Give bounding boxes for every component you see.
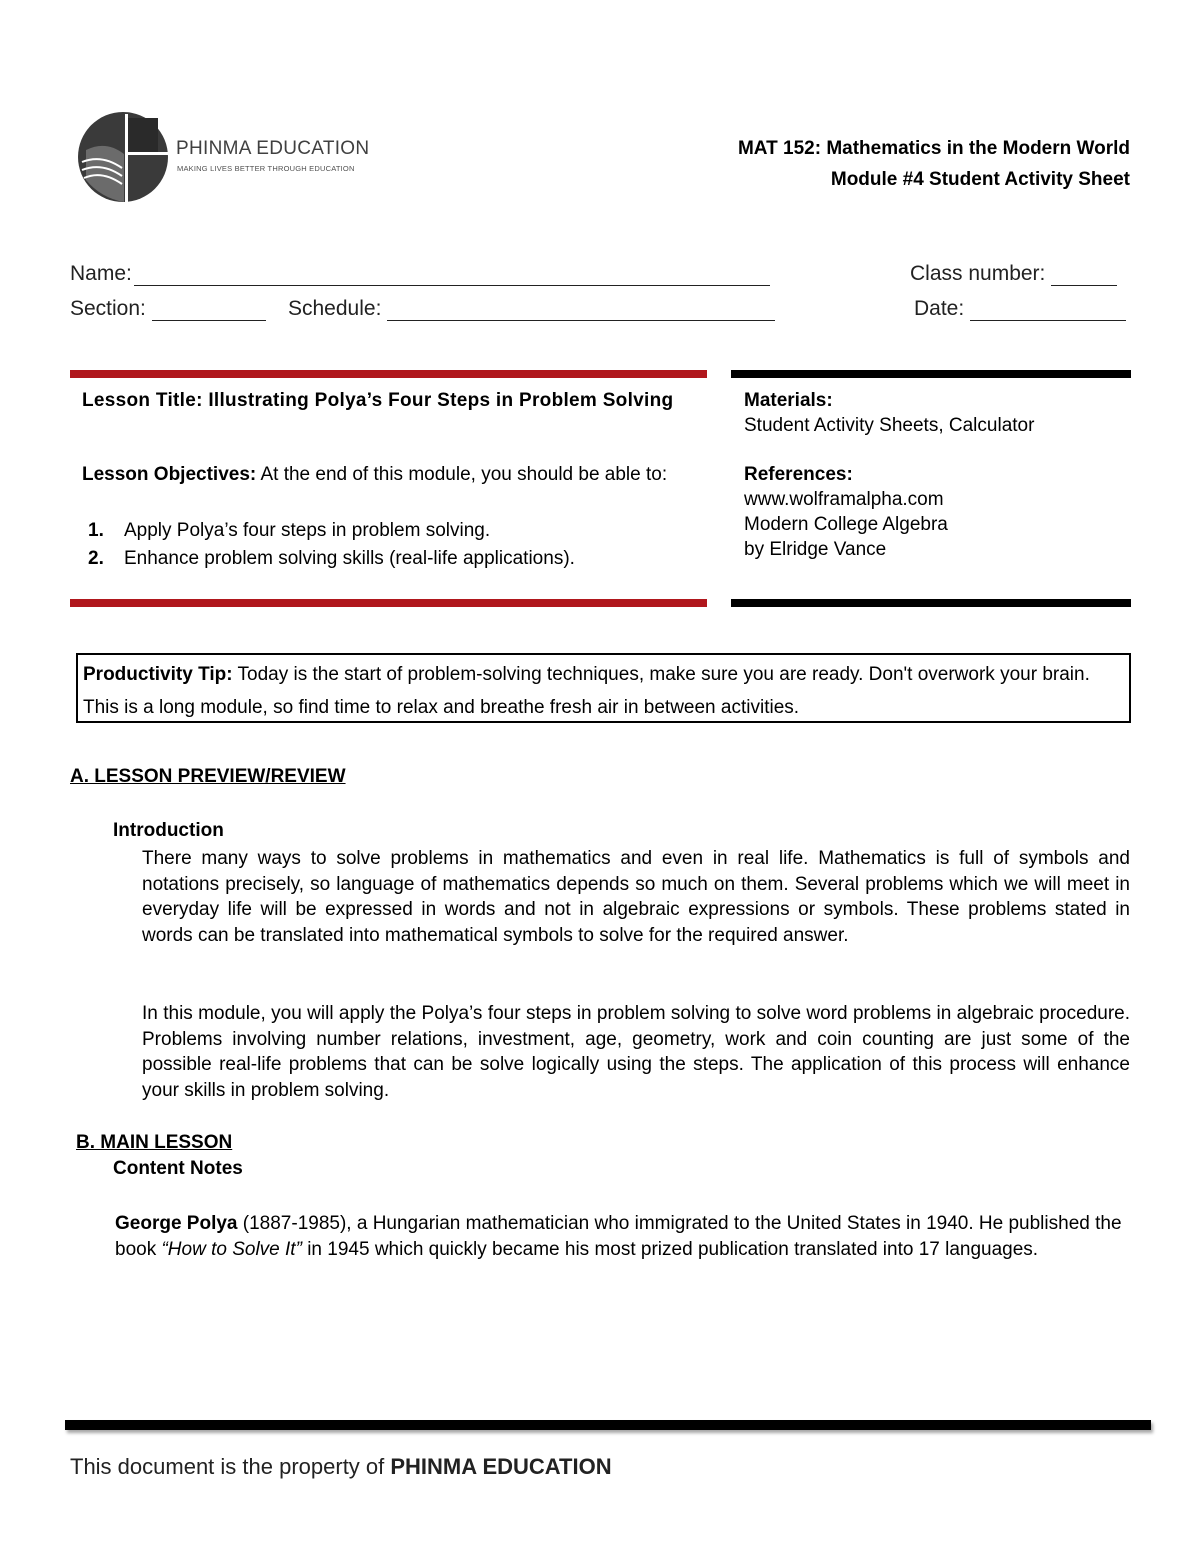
name-blank[interactable] [134,269,770,286]
references-label: References: [744,464,853,485]
schedule-label: Schedule: [288,297,382,320]
footer-divider [65,1420,1151,1430]
schedule-field[interactable] [288,297,775,321]
globe-logo-icon [76,110,172,205]
footer-property-text: This document is the property of [70,1454,391,1479]
polya-name: George Polya [115,1213,238,1234]
materials-box-top-bar [731,370,1131,378]
lesson-box-bottom-bar [70,599,707,607]
list-item [88,545,575,573]
lesson-objectives [82,462,692,487]
productivity-tip-box [76,653,1131,723]
lesson-title: Lesson Title: Illustrating Polya’s Four Steps in Problem Solving [82,390,674,411]
course-title: MAT 152: Mathematics in the Modern World [737,138,1130,159]
materials-value: Student Activity Sheets, Calculator [744,415,1035,436]
objectives-list [88,517,575,573]
schedule-blank[interactable] [387,304,775,321]
name-field[interactable] [70,262,770,286]
section-a-heading: A. LESSON PREVIEW/REVIEW [70,766,346,787]
book-title: “How to Solve It” [161,1238,302,1260]
logo-brand-text: PHINMA EDUCATION [176,138,370,159]
section-field[interactable] [70,297,266,321]
objective-text: Enhance problem solving skills (real-life applications). [124,548,575,569]
date-field[interactable] [914,297,1126,321]
introduction-paragraph-1: There many ways to solve problems in mathematics and even in real life. Mathematics is full of symbols and notations precisely, so language of mathematics depends so much on them. Several problems which we will meet in everyday life will be expressed in words and not in algebraic expressions or symbols. These problems stated in words can be translated into mathematical symbols to solve for the required answer. [142,848,1130,946]
tip-text: Today is the start of problem-solving techniques, make sure you are ready. Don't overwork your brain. This is a long module, so find time to relax and breathe fresh air in between activities. [83,664,1090,718]
objective-number: 2. [88,548,104,569]
class-number-label: Class number: [910,262,1046,285]
name-label: Name: [70,262,132,285]
footer-text [70,1454,612,1480]
section-blank[interactable] [152,304,266,321]
class-number-blank[interactable] [1051,269,1117,286]
lesson-box-top-bar [70,370,707,378]
introduction-heading: Introduction [113,820,224,841]
logo-tagline: MAKING LIVES BETTER THROUGH EDUCATION [177,164,355,173]
date-label: Date: [914,297,965,320]
polya-text-2: in 1945 which quickly became his most prized publication translated into 17 languages. [301,1238,1039,1260]
polya-paragraph [115,1211,1125,1262]
introduction-paragraph-2: In this module, you will apply the Polya’s four steps in problem solving to solve word problems in algebraic procedure. Problems involving number relations, investment, age, geometry, work and coin counting are just some of the possible real-life problems that can be solve logically using the steps. The application of this process will enhance your skills in problem solving. [142,1003,1130,1101]
class-number-field[interactable] [910,262,1117,286]
materials-label: Materials: [744,390,833,411]
references-block [744,462,948,562]
objectives-intro: At the end of this module, you should be able to: [256,464,668,485]
reference-item: Modern College Algebra [744,514,948,535]
objective-number: 1. [88,520,104,541]
module-title: Module #4 Student Activity Sheet [830,169,1130,190]
reference-item: by Elridge Vance [744,539,887,560]
list-item [88,517,575,545]
tip-label: Productivity Tip: [83,664,233,685]
materials-box-bottom-bar [731,599,1131,607]
footer-owner: PHINMA EDUCATION [390,1454,612,1479]
reference-item[interactable]: www.wolframalpha.com [744,489,944,510]
section-b-heading: B. MAIN LESSON [76,1132,233,1153]
objective-text: Apply Polya’s four steps in problem solving. [124,520,491,541]
polya-text-1: (1887-1985), a Hungarian mathematician who immigrated to the United States in 1940. He published the book [115,1213,1122,1260]
materials-block [744,388,1034,438]
objectives-label: Lesson Objectives: [82,464,257,485]
phinma-logo [76,110,376,205]
date-blank[interactable] [970,304,1126,321]
content-notes-heading: Content Notes [113,1158,243,1179]
section-label: Section: [70,297,146,320]
